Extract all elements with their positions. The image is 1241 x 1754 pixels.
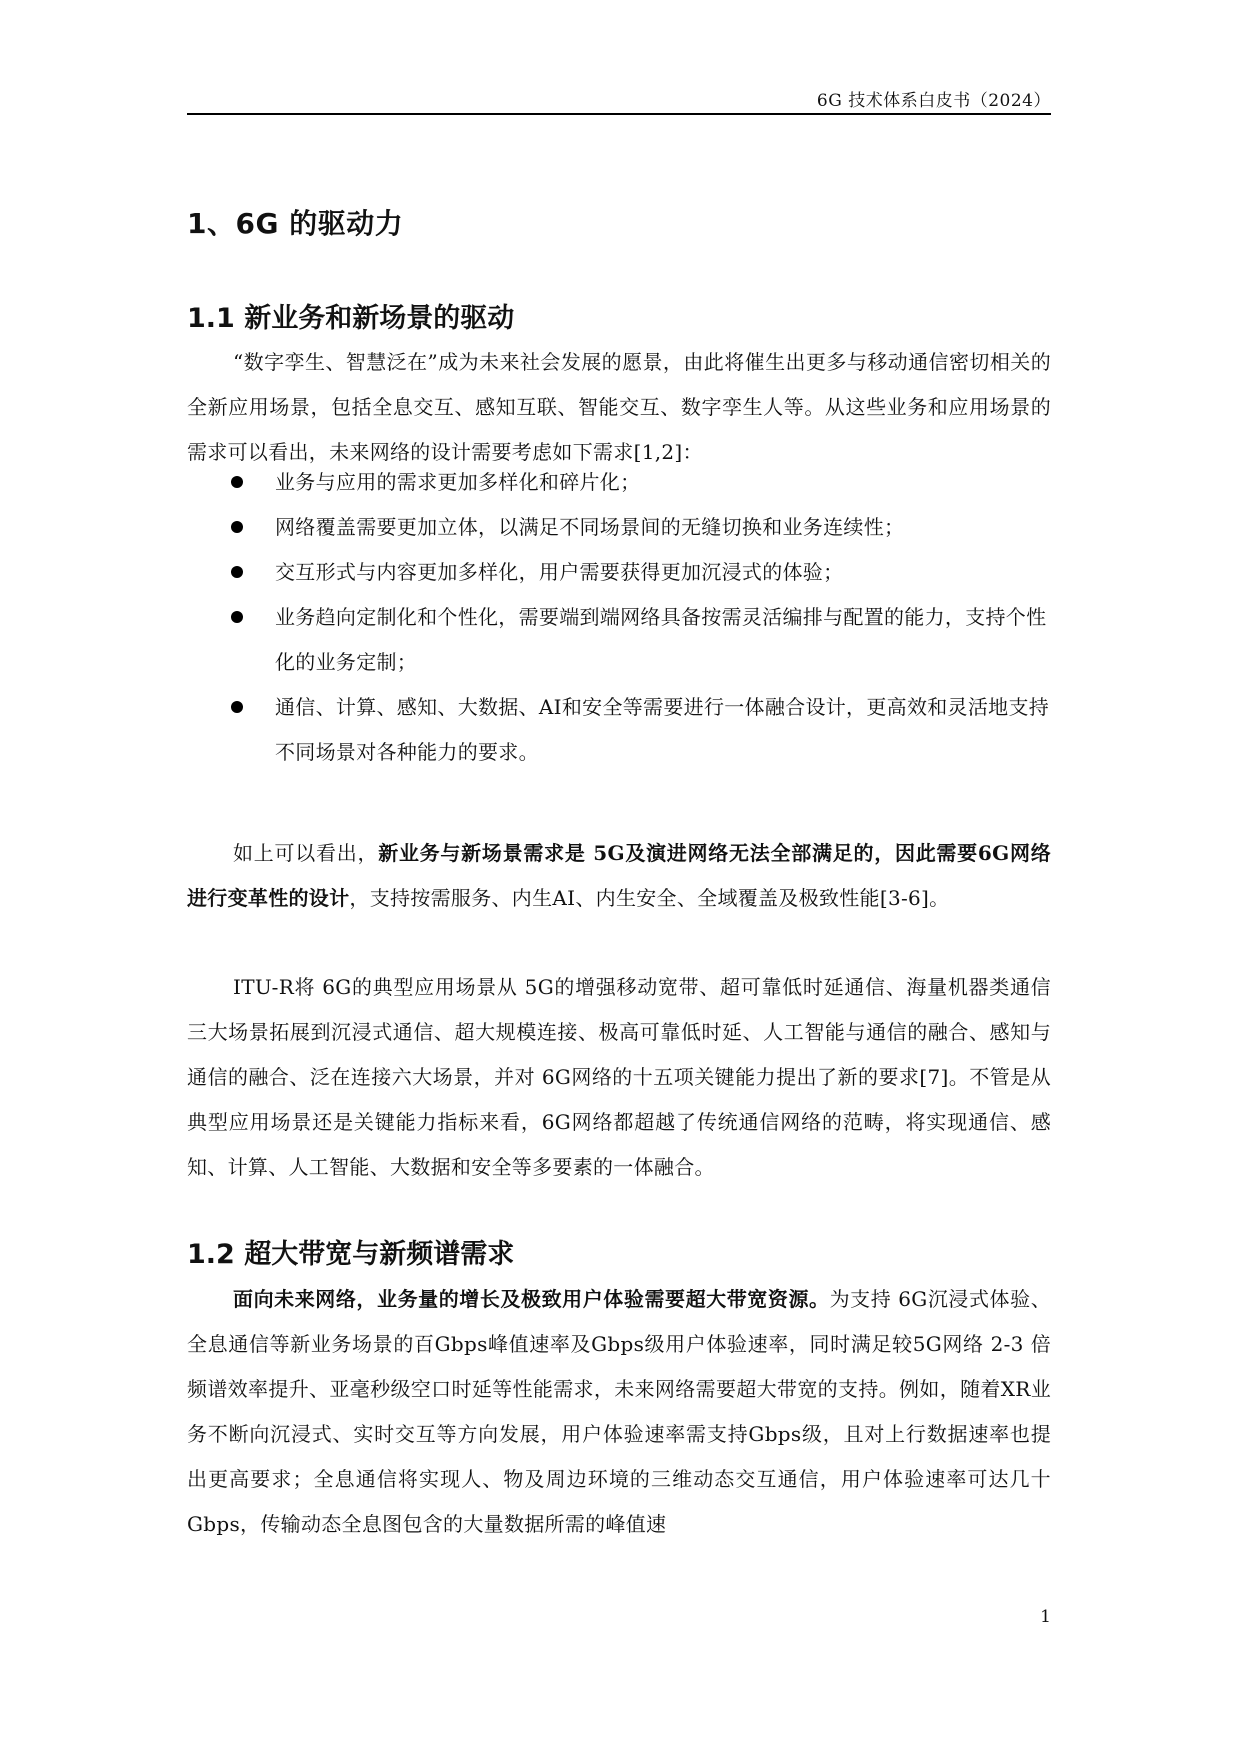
list-item: 业务与应用的需求更加多样化和碎片化； — [187, 460, 1051, 505]
running-header: 6G 技术体系白皮书（2024） — [816, 91, 1051, 111]
header-rule — [187, 113, 1051, 115]
section-heading-1-1: 1.1 新业务和新场景的驱动 — [187, 303, 515, 334]
chapter-title: 1、6G 的驱动力 — [187, 207, 404, 240]
section-heading-1-2: 1.2 超大带宽与新频谱需求 — [187, 1239, 515, 1270]
bandwidth-emphasis: 面向未来网络，业务量的增长及极致用户体验需要超大带宽资源。 — [233, 1287, 830, 1311]
itu-paragraph: ITU-R将 6G的典型应用场景从 5G的增强移动宽带、超可靠低时延通信、海量机器类通信三大场景拓展到沉浸式通信、超大规模连接、极高可靠低时延、人工智能与通信的融合、感知与通信的融合、泛在连接六大场景，并对 6G网络的十五项关键能力提出了新的要求[7]。不管是从典型应用场景还是关键能力指标来看，6G网络都超越了传统通信网络的范畴，将实现通信、感知、计算、人工智能、大数据和安全等多要素的一体融合。 — [187, 975, 1051, 1179]
conclusion-emphasis: 新业务与新场景需求是 5G及演进网络无法全部满足的，因此需要6G网络进行变革性的设计 — [187, 841, 1051, 910]
bullet-dot-icon — [231, 611, 243, 623]
requirements-list — [187, 460, 1051, 775]
bullet-dot-icon — [231, 566, 243, 578]
page-number: 1 — [1040, 1607, 1051, 1627]
list-item: 网络覆盖需要更加立体，以满足不同场景间的无缝切换和业务连续性； — [187, 505, 1051, 550]
bandwidth-paragraph: 面向未来网络，业务量的增长及极致用户体验需要超大带宽资源。为支持 6G沉浸式体验、全息通信等新业务场景的百Gbps峰值速率及Gbps级用户体验速率，同时满足较5G网络 2-3 倍频谱效率提升、亚毫秒级空口时延等性能需求，未来网络需要超大带宽的支持。例如，随着XR业务不断向沉浸式、实时交互等方向发展，用户体验速率需支持Gbps级，且对上行数据速率也提出更高要求；全息通信将实现人、物及周边环境的三维动态交互通信，用户体验速率可达几十Gbps，传输动态全息图包含的大量数据所需的峰值速 — [187, 1287, 1051, 1536]
list-item: 通信、计算、感知、大数据、AI和安全等需要进行一体融合设计，更高效和灵活地支持不同场景对各种能力的要求。 — [187, 685, 1051, 775]
list-item: 交互形式与内容更加多样化，用户需要获得更加沉浸式的体验； — [187, 550, 1051, 595]
bullet-dot-icon — [231, 701, 243, 713]
intro-paragraph: “数字孪生、智慧泛在”成为未来社会发展的愿景，由此将催生出更多与移动通信密切相关的全新应用场景，包括全息交互、感知互联、智能交互、数字孪生人等。从这些业务和应用场景的需求可以看出，未来网络的设计需要考虑如下需求[1,2]： — [187, 350, 1051, 464]
bullet-dot-icon — [231, 521, 243, 533]
bullet-dot-icon — [231, 476, 243, 488]
conclusion-paragraph: 如上可以看出，新业务与新场景需求是 5G及演进网络无法全部满足的，因此需要6G网络进行变革性的设计，支持按需服务、内生AI、内生安全、全域覆盖及极致性能[3-6]。 — [187, 841, 1051, 910]
list-item: 业务趋向定制化和个性化，需要端到端网络具备按需灵活编排与配置的能力，支持个性化的业务定制； — [187, 595, 1051, 685]
